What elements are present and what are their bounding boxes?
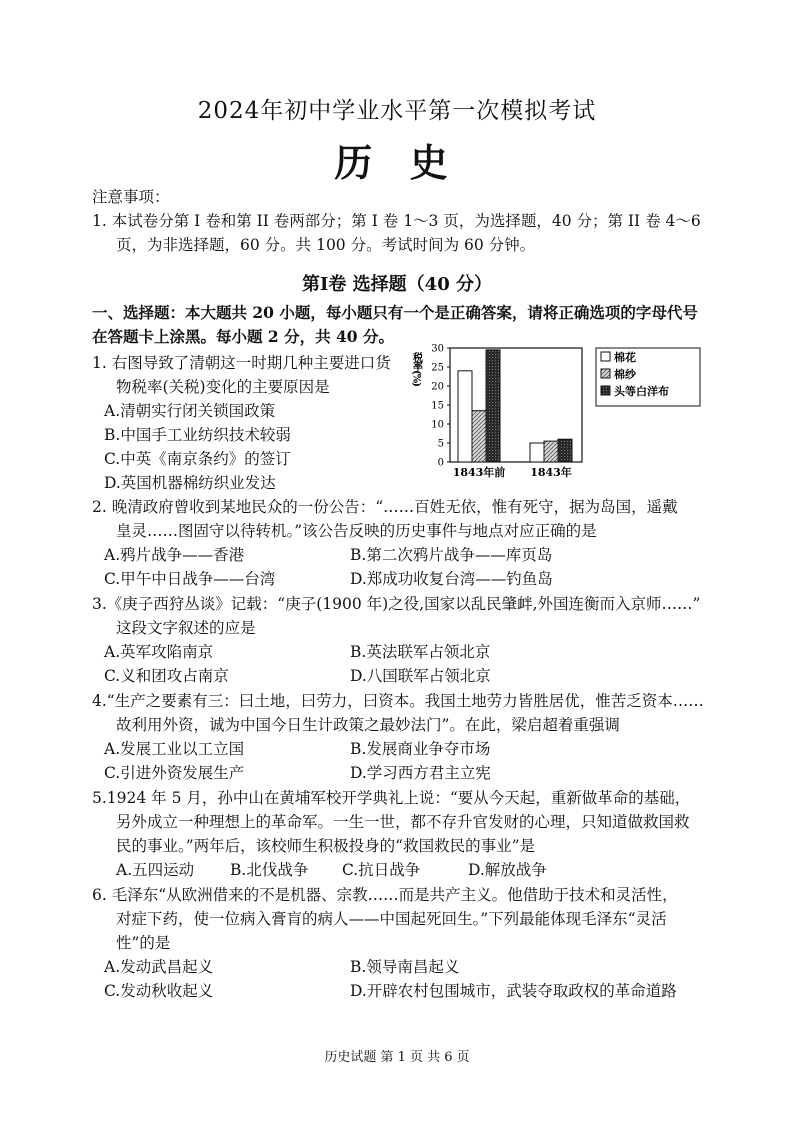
q6-option-a: A.发动武昌起义 (104, 958, 214, 976)
section-intro-1: 一、选择题：本大题共 20 小题，每小题只有一个是正确答案，请将正确选项的字母代号 (92, 303, 698, 322)
q5-option-c: C.抗日战争 (342, 861, 421, 879)
q6-option-c: C.发动秋收起义 (104, 982, 214, 1000)
legend-swatch (601, 369, 610, 378)
y-tick-label: 15 (431, 400, 444, 412)
y-tick-label: 25 (431, 362, 444, 374)
subject-title: 历 史 (334, 140, 460, 185)
legend-swatch (601, 352, 610, 361)
q3-stem-1: 3.《庚子西狩丛谈》记载：“庚子(1900 年)之役,国家以乱民肇衅,外国连衡而入京师……” (92, 595, 701, 613)
q1-option-d: D.英国机器棉纺织业发达 (104, 474, 276, 492)
page-footer: 历史试题 第 1 页 共 6 页 (324, 1050, 470, 1065)
y-tick-label: 5 (437, 438, 444, 450)
y-tick-label: 10 (431, 419, 444, 431)
q4-option-c: C.引进外资发展生产 (104, 764, 245, 782)
x-tick-label: 1843年 (530, 466, 572, 479)
q5-option-d: D.解放战争 (468, 861, 547, 879)
q4-option-d: D.学习西方君主立宪 (350, 764, 491, 782)
legend-label: 棉纱 (614, 368, 636, 381)
q2-stem-2: 皇灵……图固守以待转机。”该公告反映的历史事件与地点对应正确的是 (116, 522, 597, 540)
q5-stem-3: 民的事业。”两年后，该校师生积极投身的“救国救民的事业”是 (116, 837, 536, 855)
q5-stem-1: 5.1924 年 5 月，孙中山在黄埔军校开学典礼上说：“要从今天起，重新做革命的基础， (92, 789, 691, 807)
q1-option-c: C.中英《南京条约》的签订 (104, 450, 291, 468)
q6-option-d: D.开辟农村包围城市，武装夺取政权的革命道路 (350, 982, 677, 1000)
y-tick-label: 20 (431, 381, 444, 393)
q4-option-b: B.发展商业争夺市场 (350, 740, 491, 758)
legend-label: 头等白洋布 (614, 385, 669, 398)
q5-option-b: B.北伐战争 (230, 861, 309, 879)
legend-label: 棉花 (614, 351, 636, 364)
tariff-chart-svg (410, 338, 710, 488)
q4-stem-2: 故利用外资，诚为中国今日生计政策之最妙法门”。在此，梁启超着重强调 (116, 716, 620, 734)
q6-stem-2: 对症下药，使一位病入膏肓的病人——中国起死回生。”下列最能体现毛泽东“灵活 (116, 910, 667, 928)
q3-option-a: A.英军攻陷南京 (104, 643, 214, 661)
q4-option-a: A.发展工业以工立国 (104, 740, 245, 758)
q2-option-a: A.鸦片战争——香港 (104, 546, 245, 564)
bar (458, 371, 472, 462)
q4-stem-1: 4.“生产之要素有三：曰土地，曰劳力，曰资本。我国土地劳力皆胜居优，惟苦乏资本…… (92, 692, 704, 710)
exam-title: 2024年初中学业水平第一次模拟考试 (197, 98, 597, 124)
notes-line-2: 页，为非选择题，60 分。共 100 分。考试时间为 60 分钟。 (116, 236, 536, 254)
y-tick-label: 30 (431, 343, 444, 355)
notes-line-1: 1. 本试卷分第 I 卷和第 II 卷两部分；第 I 卷 1～3 页，为选择题，40 分；第 II 卷 4～6 (92, 212, 701, 230)
tariff-chart (410, 338, 710, 488)
q2-option-d: D.郑成功收复台湾——钓鱼岛 (350, 570, 553, 588)
q1-stem-2: 物税率(关税)变化的主要原因是 (116, 378, 330, 396)
q5-option-a: A.五四运动 (116, 861, 195, 879)
q1-stem-1: 1. 右图导致了清朝这一时期几种主要进口货 (92, 354, 391, 372)
q3-option-d: D.八国联军占领北京 (350, 667, 491, 685)
q6-stem-1: 6. 毛泽东“从欧洲借来的不是机器、宗教……而是共产主义。他借助于技术和灵活性， (92, 886, 678, 904)
section-title: 第Ⅰ卷 选择题（40 分） (301, 274, 492, 295)
notes-label: 注意事项： (92, 188, 170, 206)
y-tick-label: 0 (437, 457, 444, 469)
q3-option-b: B.英法联军占领北京 (350, 643, 491, 661)
x-tick-label: 1843年前 (452, 466, 506, 479)
q2-option-c: C.甲午中日战争——台湾 (104, 570, 276, 588)
q5-stem-2: 另外成立一种理想上的革命军。一生一世，都不存升官发财的心理，只知道做救国救 (116, 813, 690, 831)
y-axis-label: 税率(%) (410, 352, 422, 386)
q6-stem-3: 性”的是 (116, 934, 171, 952)
q1-option-b: B.中国手工业纺织技术较弱 (104, 426, 291, 444)
q3-stem-2: 这段文字叙述的应是 (116, 619, 256, 637)
q6-option-b: B.领导南昌起义 (350, 958, 460, 976)
q2-stem-1: 2. 晚清政府曾收到某地民众的一份公告：“……百姓无依，惟有死守，据为岛国，遥戴 (92, 498, 678, 516)
bar (530, 443, 544, 462)
q2-option-b: B.第二次鸦片战争——库页岛 (350, 546, 553, 564)
bar (486, 350, 500, 462)
bar (544, 441, 558, 462)
legend-swatch (601, 386, 610, 395)
section-intro-2: 在答题卡上涂黑。每小题 2 分，共 40 分。 (92, 327, 394, 346)
bar (472, 411, 486, 462)
q3-option-c: C.义和团攻占南京 (104, 667, 229, 685)
bar (558, 439, 572, 462)
q1-option-a: A.清朝实行闭关锁国政策 (104, 402, 276, 420)
